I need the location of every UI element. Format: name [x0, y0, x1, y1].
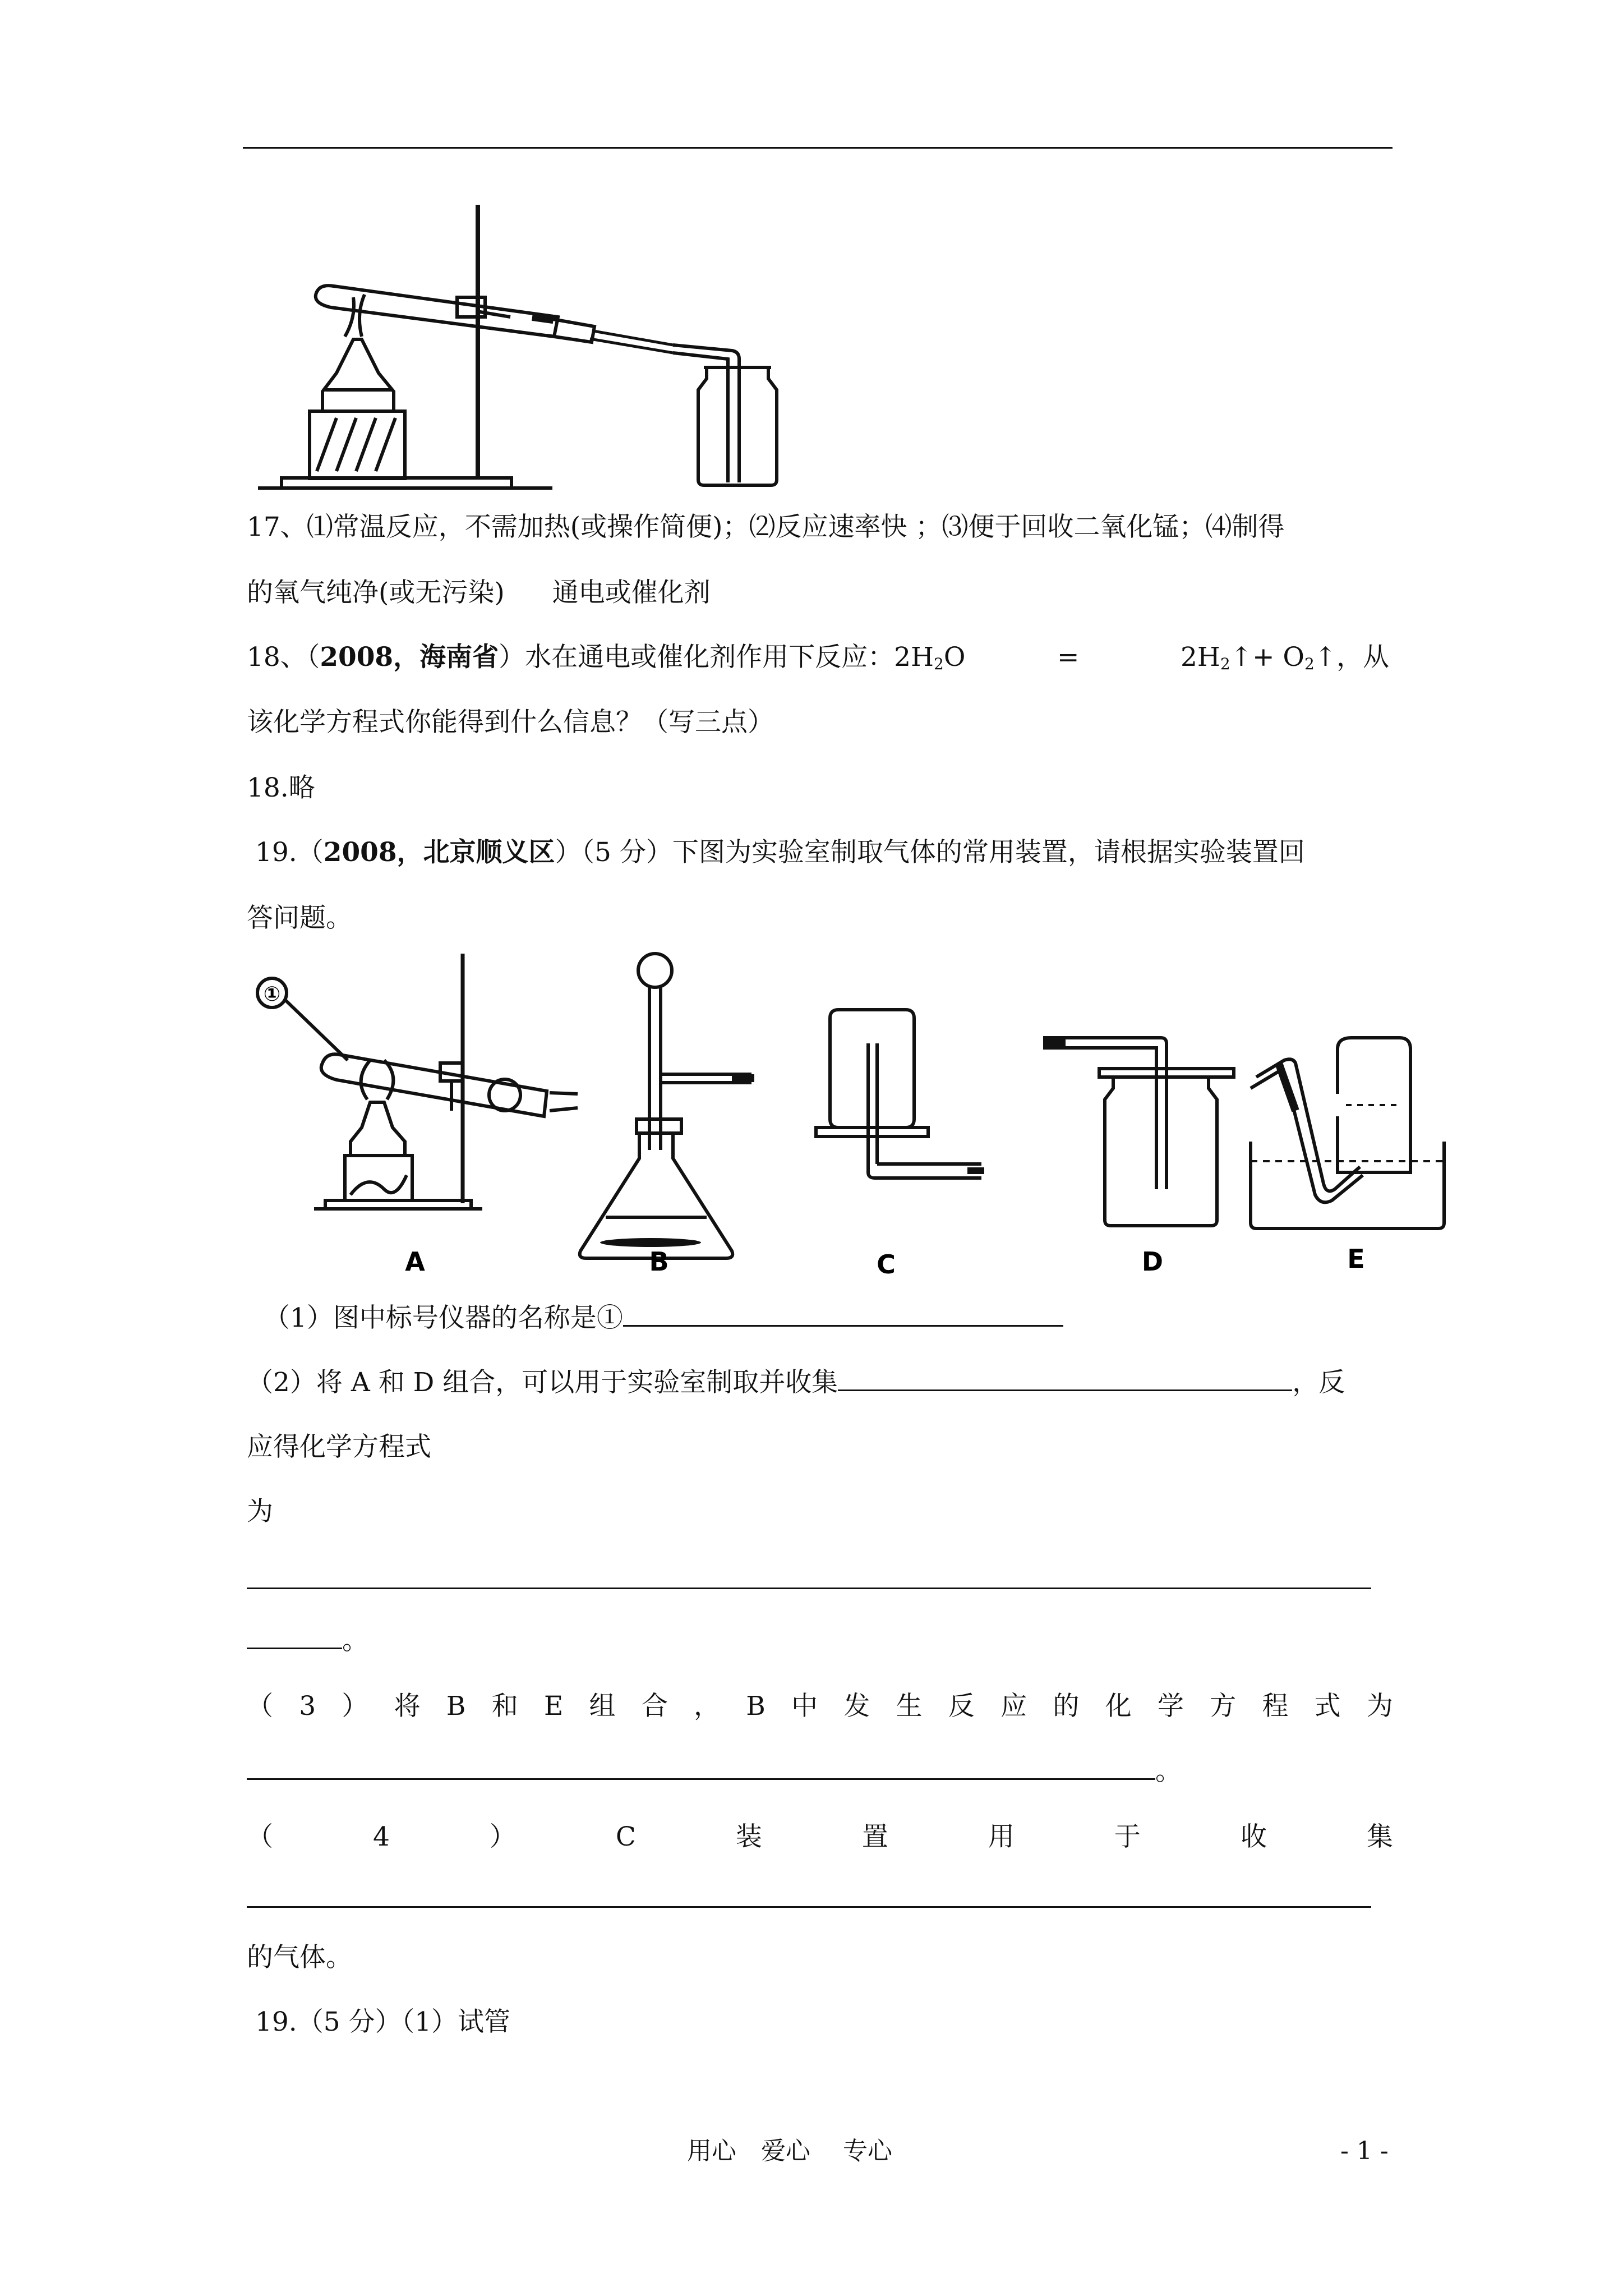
q19-part-4-char: 装	[735, 1821, 762, 1852]
q19-part-3-char: 学	[1157, 1691, 1184, 1722]
q17-answer-purity: 的氧气纯净(或无污染)	[247, 577, 505, 608]
q19-part-3-char: 式	[1314, 1691, 1341, 1722]
q19-part-3-char: B	[446, 1691, 466, 1722]
q19-part-3-line-1	[247, 1690, 1393, 1723]
q19-part-3-char: 应	[1000, 1691, 1027, 1722]
figure-label-b: B	[649, 1246, 669, 1277]
q19-number: 19.（	[255, 837, 324, 868]
q18-equals: =	[1057, 642, 1080, 673]
q19-source: 2008，北京顺义区	[323, 837, 555, 868]
q17-answer-condition: 通电或催化剂	[552, 577, 711, 608]
q18-product-o2: ↑+ O	[1230, 642, 1304, 673]
q19-stem: ）（5 分）下图为实验室制取气体的常用装置，请根据实验装置回	[555, 837, 1305, 868]
q19-part-3-char: B	[746, 1691, 766, 1722]
q19-part-2-gas-blank[interactable]	[838, 1389, 1292, 1391]
q19-part-1-text: （1）图中标号仪器的名称是①	[264, 1303, 623, 1333]
q19-part-3-char: ，	[694, 1691, 721, 1722]
q19-part-3-char: 反	[948, 1691, 975, 1722]
q18-number: 18、（	[247, 642, 320, 673]
q19-part-3-char: 将	[394, 1691, 421, 1722]
q18-h2o-subscript: 2	[934, 655, 944, 673]
figure-label-c: C	[877, 1249, 896, 1280]
q19-part-2-line-3: 为	[247, 1496, 273, 1527]
q19-part-4-char: 收	[1240, 1821, 1267, 1852]
q18-product-tail: ↑，从	[1314, 642, 1390, 673]
figure-heating-apparatus	[247, 202, 819, 494]
q18-stem: ）水在通电或催化剂作用下反应：2H	[499, 642, 934, 673]
q18-h2-subscript: 2	[1220, 655, 1230, 673]
q19-part-2-line-1	[247, 1366, 1345, 1400]
q19-part-3-char: ）	[342, 1691, 368, 1722]
q18-source: 2008，海南省	[320, 642, 499, 673]
q19-part-4-char: （	[247, 1821, 273, 1852]
q19-part-3-char: 化	[1105, 1691, 1132, 1722]
q18-h2o-o: O	[943, 642, 966, 673]
q19-part-2-equation-blank-end[interactable]	[247, 1647, 342, 1649]
q19-part-3-char: 组	[589, 1691, 616, 1722]
q18-o2-subscript: 2	[1304, 655, 1315, 673]
q19-part-2-line-5	[247, 1624, 368, 1658]
q19-part-3-line-2	[247, 1755, 1182, 1788]
footer-motto: 用心 爱心 专心	[687, 2137, 892, 2165]
q19-part-4-char: 集	[1366, 1821, 1393, 1852]
q19-part-3-char: 发	[843, 1691, 870, 1722]
q19-part-4-char: ）	[489, 1821, 516, 1852]
figure-label-a: A	[405, 1246, 425, 1277]
figure-label-e: E	[1347, 1244, 1365, 1274]
q18-answer: 18.略	[247, 772, 315, 803]
q19-part-3-char: 生	[896, 1691, 923, 1722]
q19-part-4-char: C	[615, 1821, 636, 1852]
q18-products	[1181, 641, 1389, 674]
q19-stem-line-2: 答问题。	[247, 903, 352, 933]
q19-stem-line-1	[255, 836, 1305, 869]
q19-part-4-line-3: 的气体。	[247, 1942, 352, 1973]
q19-part-2-line-2: 应得化学方程式	[247, 1432, 431, 1462]
q19-part-4-answer-blank[interactable]	[247, 1906, 1371, 1908]
q19-part-4-line-1	[247, 1820, 1393, 1854]
q19-part-4-char: 4	[373, 1821, 390, 1852]
q19-part-2-text: （2）将 A 和 D 组合，可以用于实验室制取并收集	[247, 1367, 838, 1398]
q19-part-3-char: （	[247, 1691, 273, 1722]
q19-part-1	[264, 1301, 1063, 1335]
q19-part-3-char: 和	[491, 1691, 518, 1722]
q19-part-3-char: 为	[1366, 1691, 1393, 1722]
q19-part-3-char: 合	[641, 1691, 668, 1722]
q18-product-h2: 2H	[1181, 642, 1220, 673]
q18-stem-line-1	[247, 641, 1393, 674]
q19-part-3-char: 3	[299, 1691, 316, 1722]
figure-apparatus-a-to-e	[247, 948, 1469, 1285]
q19-part-4-char: 置	[861, 1821, 888, 1852]
figure-marker-1: ①	[263, 983, 281, 1006]
q19-part-3-char: 中	[791, 1691, 818, 1722]
q19-part-3-char: 的	[1053, 1691, 1080, 1722]
q19-part-4-char: 于	[1114, 1821, 1141, 1852]
q19-part-4-char: 用	[988, 1821, 1015, 1852]
header-rule	[243, 147, 1393, 149]
figure-label-d: D	[1141, 1246, 1164, 1277]
q17-answer-line-1: 17、⑴常温反应，不需加热(或操作简便)；⑵反应速率快 ；⑶便于回收二氧化锰；⑷制得	[247, 512, 1285, 542]
footer-page-number: - 1 -	[1340, 2137, 1389, 2165]
q19-part-2-tail: ，反	[1292, 1367, 1345, 1398]
q19-part-1-answer-blank[interactable]	[623, 1324, 1063, 1327]
q19-part-3-char: E	[543, 1691, 564, 1722]
q19-part-2-period: 。	[342, 1625, 368, 1656]
q19-answer: 19.（5 分）（1）试管	[255, 2007, 510, 2037]
q18-stem-line-2: 该化学方程式你能得到什么信息？（写三点）	[247, 707, 774, 738]
q17-answer-line-2	[247, 576, 711, 610]
q19-part-3-period: 。	[1155, 1756, 1182, 1787]
q19-part-2-equation-blank[interactable]	[247, 1588, 1371, 1589]
q19-part-3-char: 程	[1262, 1691, 1289, 1722]
q19-part-3-equation-blank[interactable]	[247, 1778, 1155, 1780]
q19-part-3-char: 方	[1210, 1691, 1237, 1722]
